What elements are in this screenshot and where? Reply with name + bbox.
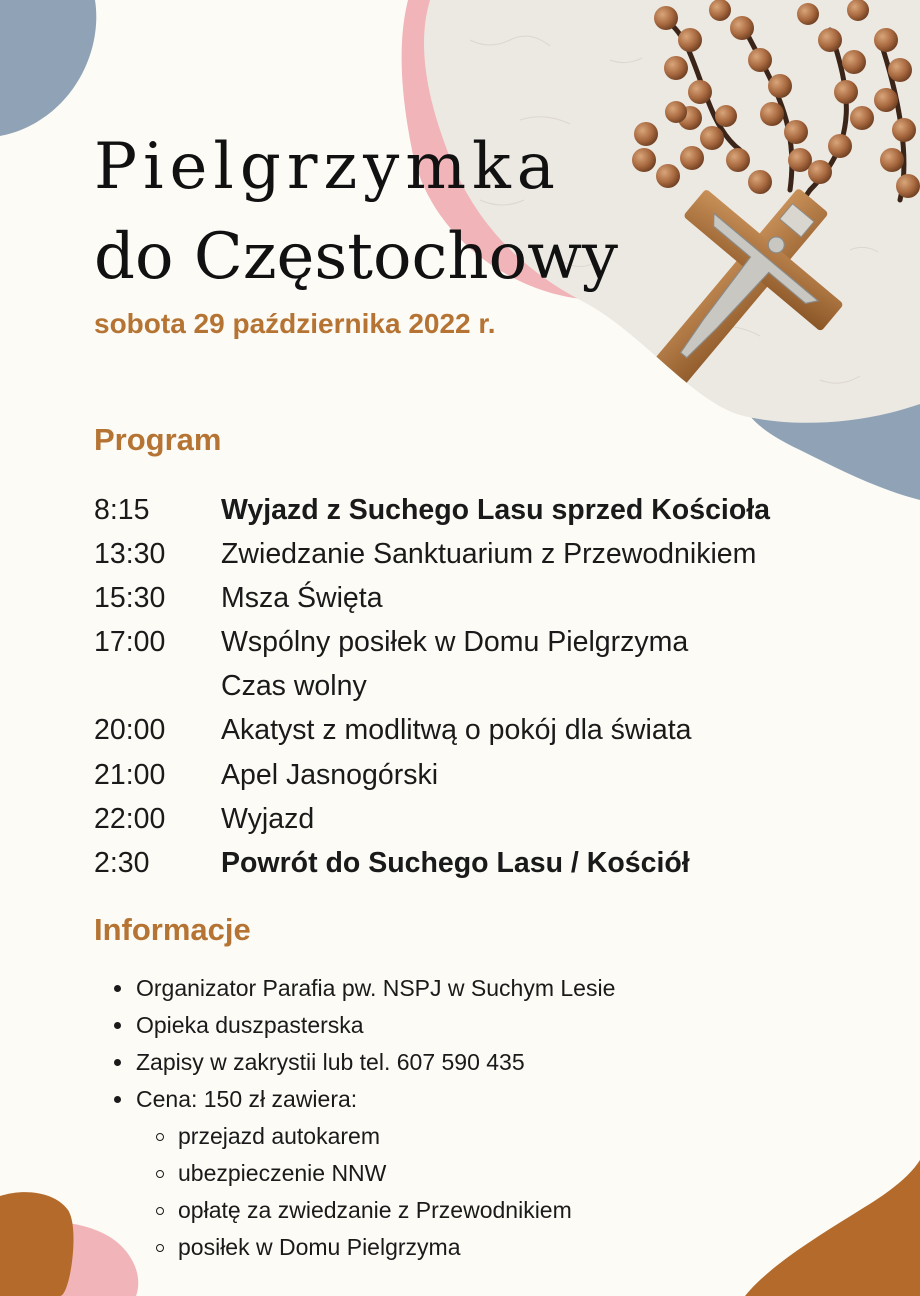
- program-heading: Program: [94, 422, 222, 457]
- program-time: 13:30: [94, 538, 166, 571]
- program-activity: Akatyst z modlitwą o pokój dla świata: [221, 714, 692, 747]
- program-row: [94, 664, 854, 708]
- program-schedule: [94, 488, 854, 885]
- program-time: 15:30: [94, 582, 166, 615]
- info-item: Organizator Parafia pw. NSPJ w Suchym Lesie: [112, 970, 615, 1007]
- price-label: Cena: 150 zł zawiera:: [136, 1086, 358, 1112]
- info-heading: Informacje: [94, 912, 251, 947]
- info-item-price: [112, 1081, 615, 1266]
- blue-blob-top-left: [0, 0, 96, 136]
- info-item: Zapisy w zakrystii lub tel. 607 590 435: [112, 1044, 615, 1081]
- program-activity: Wyjazd z Suchego Lasu sprzed Kościoła: [221, 494, 771, 526]
- program-row: [94, 620, 854, 664]
- program-row: [94, 708, 854, 752]
- program-time: 2:30: [94, 846, 150, 879]
- info-list: [112, 970, 615, 1266]
- program-activity: Msza Święta: [221, 582, 383, 615]
- event-date: sobota 29 października 2022 r.: [94, 308, 496, 339]
- program-time: 22:00: [94, 802, 166, 835]
- program-row: [94, 797, 854, 841]
- program-row: [94, 488, 854, 532]
- program-activity: Apel Jasnogórski: [221, 758, 439, 791]
- program-activity: Zwiedzanie Sanktuarium z Przewodnikiem: [221, 538, 757, 571]
- price-include-item: ubezpieczenie NNW: [154, 1155, 615, 1192]
- program-row: [94, 532, 854, 576]
- program-time: 21:00: [94, 758, 166, 791]
- program-time: 17:00: [94, 626, 166, 659]
- program-activity: Wspólny posiłek w Domu Pielgrzyma: [221, 626, 689, 659]
- program-row: [94, 841, 854, 885]
- price-includes-list: [136, 1118, 615, 1266]
- program-time: 20:00: [94, 714, 166, 747]
- program-activity: Czas wolny: [221, 670, 367, 703]
- price-include-item: posiłek w Domu Pielgrzyma: [154, 1229, 615, 1266]
- program-activity: Powrót do Suchego Lasu / Kościół: [221, 846, 690, 879]
- program-time: 8:15: [94, 494, 150, 526]
- page-title: [94, 122, 618, 302]
- price-include-item: przejazd autokarem: [154, 1118, 615, 1155]
- program-row: [94, 576, 854, 620]
- brown-blob-bottom-right: [745, 1160, 920, 1296]
- price-include-item: opłatę za zwiedzanie z Przewodnikiem: [154, 1192, 615, 1229]
- info-item: Opieka duszpasterska: [112, 1007, 615, 1044]
- title-line-1: Pielgrzymka: [94, 130, 561, 204]
- program-activity: Wyjazd: [221, 802, 315, 835]
- brown-blob-bottom-left: [0, 1192, 73, 1296]
- program-row: [94, 753, 854, 797]
- title-line-2: do Częstochowy: [94, 220, 619, 294]
